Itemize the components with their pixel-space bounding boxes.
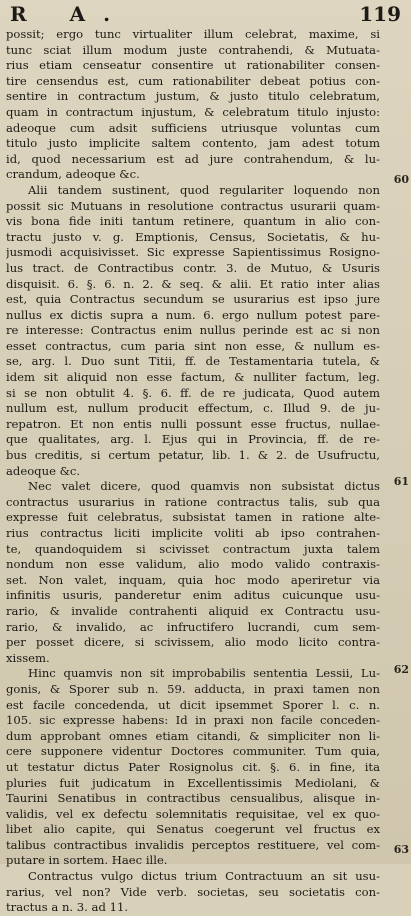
text-line: jusmodi acquisivisset. Sic expresse Sapientissimus Rosigno- bbox=[6, 245, 380, 260]
text-line: pluries fuit judicatum in Excellentissimis Mediolani, & bbox=[6, 775, 380, 790]
text-line: expresse fuit celebratus, subsistat tamen in ratione alte- bbox=[6, 510, 380, 525]
text-line: Nec valet dicere, quod quamvis non subsistat dictus bbox=[28, 479, 380, 494]
text-line: tractus a n. 3. ad 11. bbox=[6, 900, 129, 915]
text-line: infinitis usuris, panderetur enim aditus cuicunque usu- bbox=[6, 588, 380, 603]
body-text bbox=[6, 27, 380, 916]
text-line: Taurini Senatibus in contractibus censualibus, alisque in- bbox=[6, 791, 380, 806]
text-line: que qualitates, arg. l. Ejus qui in Provincia, ff. de re- bbox=[6, 432, 380, 447]
margin-number: 60 bbox=[393, 173, 409, 186]
text-line: re interesse: Contractus enim nullus perinde est ac si non bbox=[6, 323, 380, 338]
text-line: Contractus vulgo dictus trium Contractuum an sit usu- bbox=[28, 869, 380, 884]
text-line: Alii tandem sustinent, quod regulariter loquendo non bbox=[28, 182, 380, 197]
text-line: nondum non esse validum, alio modo valido contraxis- bbox=[6, 557, 380, 572]
running-head: R A. bbox=[10, 2, 129, 26]
page-header bbox=[0, 2, 411, 28]
text-line: crandum, adeoque &c. bbox=[6, 167, 140, 182]
text-line: ut testatur dictus Pater Rosignolus cit. §. 6. in fine, ita bbox=[6, 759, 380, 774]
text-line: dum approbant omnes etiam citandi, & simpliciter non li- bbox=[6, 728, 380, 743]
text-line: te, quandoquidem si scivisset contractum juxta talem bbox=[6, 541, 380, 556]
text-line: xissem. bbox=[6, 650, 50, 665]
text-line: id, quod necessarium est ad jure contrahendum, & lu- bbox=[6, 151, 380, 166]
text-line: titulo justo implicite saltem contento, jam adest totum bbox=[6, 136, 380, 151]
text-line: cere supponere videntur Doctores communiter. Tum quia, bbox=[6, 744, 380, 759]
text-line: si se non obtulit 4. §. 6. ff. de re judicata, Quod autem bbox=[6, 385, 380, 400]
text-line: nullus ex dictis supra a num. 6. ergo nullum potest pare- bbox=[6, 307, 380, 322]
text-line: libet alio capite, qui Senatus coegerunt vel fructus ex bbox=[6, 822, 380, 837]
text-line: repatron. Et non entis nulli possunt esse fructus, nullae- bbox=[6, 416, 380, 431]
text-line: 105. sic expresse habens: Id in praxi non facile conceden- bbox=[6, 713, 380, 728]
text-line: tunc sciat illum modum juste contrahendi, & Mutuata- bbox=[6, 42, 380, 57]
text-line: idem sit aliquid non esse factum, & nulliter factum, leg. bbox=[6, 370, 380, 385]
text-line: est facile concedenda, ut dicit ipsemmet Sporer l. c. n. bbox=[6, 697, 380, 712]
text-line: per posset dicere, si scivissem, alio modo licito contra- bbox=[6, 635, 380, 650]
text-line: rario, & invalido, ac infructifero lucrandi, cum sem- bbox=[6, 619, 380, 634]
text-line: validis, vel ex defectu solemnitatis requisitae, vel ex quo- bbox=[6, 806, 380, 821]
text-line: Hinc quamvis non sit improbabilis sententia Lessii, Lu- bbox=[28, 666, 380, 681]
margin-number: 61 bbox=[393, 475, 409, 488]
text-line: lus tract. de Contractibus contr. 3. de Mutuo, & Usuris bbox=[6, 260, 380, 275]
text-line: esset contractus, cum paria sint non esse, & nullum es- bbox=[6, 338, 380, 353]
text-line: est, quia Contractus secundum se usurarius est ipso jure bbox=[6, 292, 380, 307]
text-line: rario, & invalide contrahenti aliquid ex Contractu usu- bbox=[6, 603, 380, 618]
text-line: disquisit. 6. §. 6. n. 2. & seq. & alii. Et ratio inter alias bbox=[6, 276, 380, 291]
page-number: 119 bbox=[359, 2, 401, 26]
text-line: bus creditis, si certum petatur, lib. 1. & 2. de Usufructu, bbox=[6, 448, 380, 463]
text-line: vis bona fide initi tantum retinere, quantum in alio con- bbox=[6, 214, 380, 229]
text-line: tire censendus est, cum rationabiliter debeat potius con- bbox=[6, 73, 380, 88]
margin-number: 63 bbox=[393, 843, 409, 856]
text-line: rarius, vel non? Vide verb. societas, seu societatis con- bbox=[6, 884, 380, 899]
text-line: se, arg. l. Duo sunt Titii, ff. de Testamentaria tutela, & bbox=[6, 354, 380, 369]
text-line: rius etiam censeatur consentire ut rationabiliter consen- bbox=[6, 58, 380, 73]
margin-number: 62 bbox=[393, 663, 409, 676]
text-line: possit; ergo tunc virtualiter illum celebrat, maxime, si bbox=[6, 27, 380, 41]
text-line: gonis, & Sporer sub n. 59. adducta, in praxi tamen non bbox=[6, 681, 380, 696]
text-line: putare in sortem. Haec ille. bbox=[6, 853, 168, 868]
text-line: sentire in contractum justum, & justo titulo celebratum, bbox=[6, 89, 380, 104]
text-line: nullum est, nullum producit effectum, c. Illud 9. de ju- bbox=[6, 401, 380, 416]
text-line: adeoque &c. bbox=[6, 463, 81, 478]
text-line: contractus usurarius in ratione contractus talis, sub qua bbox=[6, 494, 380, 509]
text-line: possit sic Mutuans in resolutione contractus usurarii quam- bbox=[6, 198, 380, 213]
text-line: set. Non valet, inquam, quia hoc modo aperiretur via bbox=[6, 572, 380, 587]
text-line: quam in contractum injustum, & celebratum titulo injusto: bbox=[6, 104, 380, 119]
text-line: talibus contractibus invalidis perceptos restituere, vel com- bbox=[6, 837, 380, 852]
text-line: adeoque cum adsit sufficiens utriusque voluntas cum bbox=[6, 120, 380, 135]
text-line: rius contractus liciti implicite voliti ab ipso contrahen- bbox=[6, 526, 380, 540]
text-line: tractu justo v. g. Emptionis, Census, Societatis, & hu- bbox=[6, 229, 380, 244]
